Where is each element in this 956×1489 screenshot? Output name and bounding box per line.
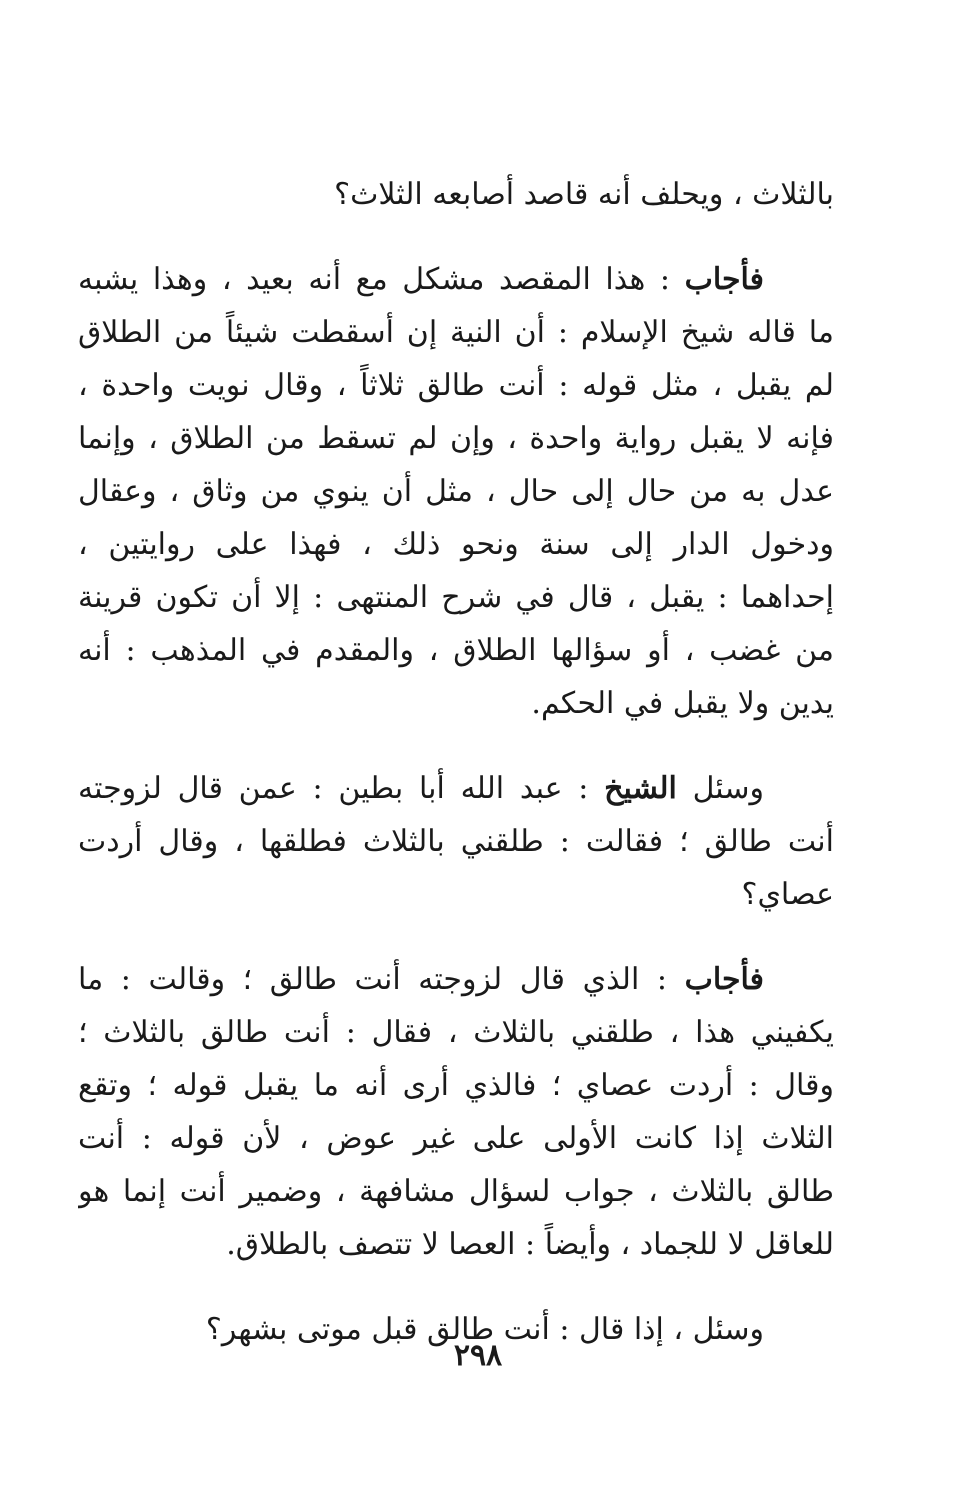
text-span: : عبد الله أبا بطين : عمن قال لزوجته xyxy=(78,771,605,806)
text-line: ما قاله شيخ الإسلام : أن النية إن أسقطت شيئاً من الطلاق xyxy=(78,315,834,350)
text-line: طالق بالثلاث ، جواب لسؤال مشافهة ، وضمير أنت إنما هو xyxy=(78,1174,834,1209)
text-line: وقال : أردت عصاي ؛ فالذي أرى أنه ما يقبل قوله ؛ وتقع xyxy=(78,1068,834,1103)
text-line: فإنه لا يقبل رواية واحدة ، وإن لم تسقط من الطلاق ، وإنما xyxy=(78,421,834,456)
text-line xyxy=(78,253,834,306)
text-line xyxy=(78,762,834,815)
text-line: ودخول الدار إلى سنة ونحو ذلك ، فهذا على روايتين ، xyxy=(78,527,834,562)
text-line: الثلاث إذا كانت الأولى على غير عوض ، لأن قوله : أنت xyxy=(78,1121,834,1156)
text-line: من غضب ، أو سؤالها الطلاق ، والمقدم في المذهب : أنه xyxy=(78,633,834,668)
text-line: للعاقل لا للجماد ، وأيضاً : العصا لا تتصف بالطلاق. xyxy=(226,1227,834,1262)
text-span: : الذي قال لزوجته أنت طالق ؛ وقالت : ما xyxy=(78,962,685,997)
paragraph-gap xyxy=(78,921,834,953)
text-span: وسئل xyxy=(676,771,764,806)
text-line xyxy=(78,953,834,1006)
text-line: يدين ولا يقبل في الحكم. xyxy=(531,686,834,721)
answer-label: فأجاب xyxy=(684,262,764,297)
text-line: يكفيني هذا ، طلقني بالثلاث ، فقال : أنت طالق بالثلاث ؛ xyxy=(78,1015,834,1050)
paragraph-gap xyxy=(78,730,834,762)
text-line: عصاي؟ xyxy=(741,877,834,912)
page-body xyxy=(78,168,834,1356)
sheikh-label: الشيخ xyxy=(604,771,677,806)
paragraph-gap xyxy=(78,221,834,253)
text-line: عدل به من حال إلى حال ، مثل أن ينوي من وثاق ، وعقال xyxy=(78,474,834,509)
page-number: ٢٩٨ xyxy=(453,1338,503,1373)
text-line: إحداهما : يقبل ، قال في شرح المنتهى : إلا أن تكون قرينة xyxy=(78,580,834,615)
paragraph-gap xyxy=(78,1271,834,1303)
text-line: بالثلاث ، ويحلف أنه قاصد أصابعه الثلاث؟ xyxy=(334,177,834,212)
answer-label: فأجاب xyxy=(684,962,764,997)
text-line: وسئل ، إذا قال : أنت طالق قبل موتى بشهر؟ xyxy=(205,1312,764,1347)
text-line: لم يقبل ، مثل قوله : أنت طالق ثلاثاً ، وقال نويت واحدة ، xyxy=(78,368,834,403)
text-span: : هذا المقصد مشكل مع أنه بعيد ، وهذا يشبه xyxy=(78,262,685,297)
text-line: أنت طالق ؛ فقالت : طلقني بالثلاث فطلقها ، وقال أردت xyxy=(78,824,834,859)
